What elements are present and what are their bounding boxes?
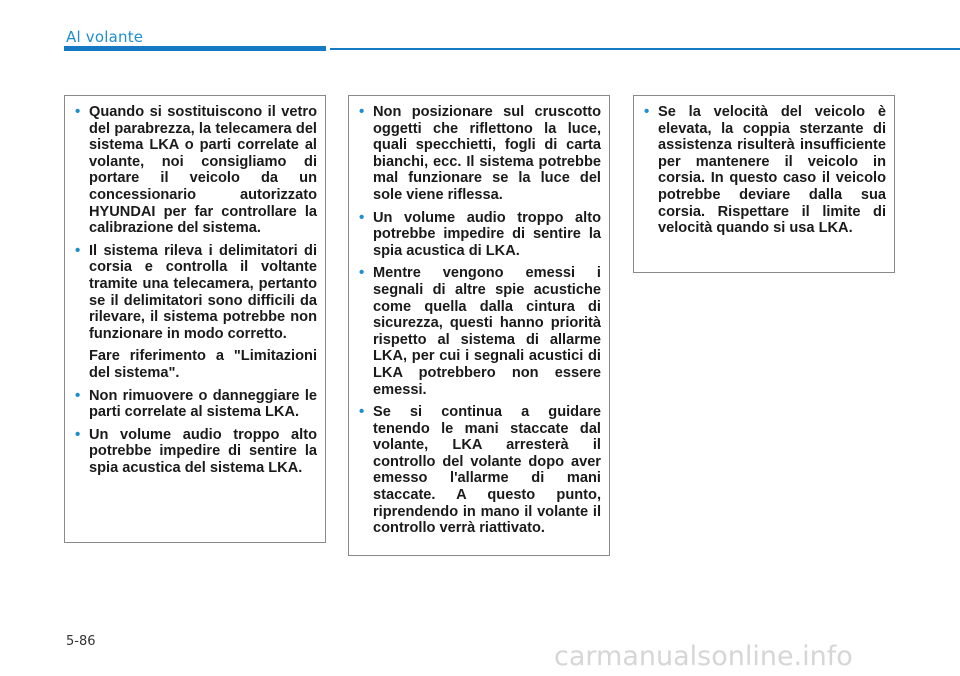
list-item — [75, 243, 317, 382]
list-item — [359, 210, 601, 260]
caution-list-1 — [75, 104, 317, 476]
list-item-text: Un volume audio troppo alto potrebbe impedire di sentire la spia acustica di LKA. — [373, 209, 601, 259]
list-item — [75, 388, 317, 421]
caution-list-2 — [359, 104, 601, 537]
list-item — [644, 104, 886, 237]
bullet-icon: • — [359, 208, 365, 226]
list-item — [75, 104, 317, 237]
page-number: 5-86 — [66, 634, 96, 649]
list-item-text: Mentre vengono emessi i segnali di altre spie acustiche come quella dalla cintura di sicurezza, questi hanno priorità rispetto al sistema di allarme LKA, per cui i segnali acustici di LKA potrebbero non essere emessi. — [373, 265, 601, 398]
section-title: Al volante — [66, 28, 144, 46]
bullet-icon: • — [359, 403, 365, 421]
caution-box-1 — [64, 95, 326, 543]
list-item-text: Un volume audio troppo alto potrebbe impedire di sentire la spia acustica del sistema LKA. — [89, 426, 317, 476]
list-item — [359, 404, 601, 537]
caution-box-3 — [633, 95, 895, 273]
bullet-icon: • — [75, 103, 81, 120]
caution-box-2 — [348, 95, 610, 556]
list-item-note: Fare riferimento a "Limitazioni del sistema". — [89, 348, 317, 381]
caution-list-3 — [644, 104, 886, 237]
list-item-text: Non posizionare sul cruscotto oggetti che riflettono la luce, quali specchietti, fogli di carta bianchi, ecc. Il sistema potrebbe mal funzionare se la luce del sole viene riflessa. — [373, 104, 601, 203]
header-rule-thick — [64, 46, 326, 51]
list-item-text: Se la velocità del veicolo è elevata, la coppia sterzante di assistenza risulterà insufficiente per mantenere il veicolo in corsia. In questo caso il veicolo potrebbe deviare dalla sua corsia. Rispettare il limite di velocità quando si usa LKA. — [658, 104, 886, 237]
bullet-icon: • — [359, 103, 365, 120]
bullet-icon: • — [359, 264, 365, 282]
list-item — [359, 104, 601, 204]
list-item — [359, 265, 601, 398]
bullet-icon: • — [75, 386, 81, 404]
list-item-text: Non rimuovere o danneggiare le parti correlate al sistema LKA. — [89, 387, 317, 421]
list-item-text: Il sistema rileva i delimitatori di corsia e controlla il voltante tramite una telecamera, pertanto se il delimitatori sono difficili da rilevare, il sistema potrebbe non funzionare in modo corretto. — [89, 242, 317, 342]
bullet-icon: • — [75, 425, 81, 443]
bullet-icon: • — [644, 103, 650, 120]
list-item-text: Se si continua a guidare tenendo le mani staccate dal volante, LKA arresterà il controllo del volante dopo aver emesso l'allarme di mani staccate. A questo punto, riprendendo in mano il volante il controllo verrà riattivato. — [373, 404, 601, 537]
watermark: carmanualsonline.info — [554, 641, 853, 672]
list-item — [75, 427, 317, 477]
header-rule-thin — [330, 48, 960, 50]
bullet-icon: • — [75, 241, 81, 259]
list-item-text: Quando si sostituiscono il vetro del parabrezza, la telecamera del sistema LKA o parti correlate al volante, noi consigliamo di portare il veicolo da un concessionario autorizzato HYUNDAI per far controllare la calibrazione del sistema. — [89, 104, 317, 237]
